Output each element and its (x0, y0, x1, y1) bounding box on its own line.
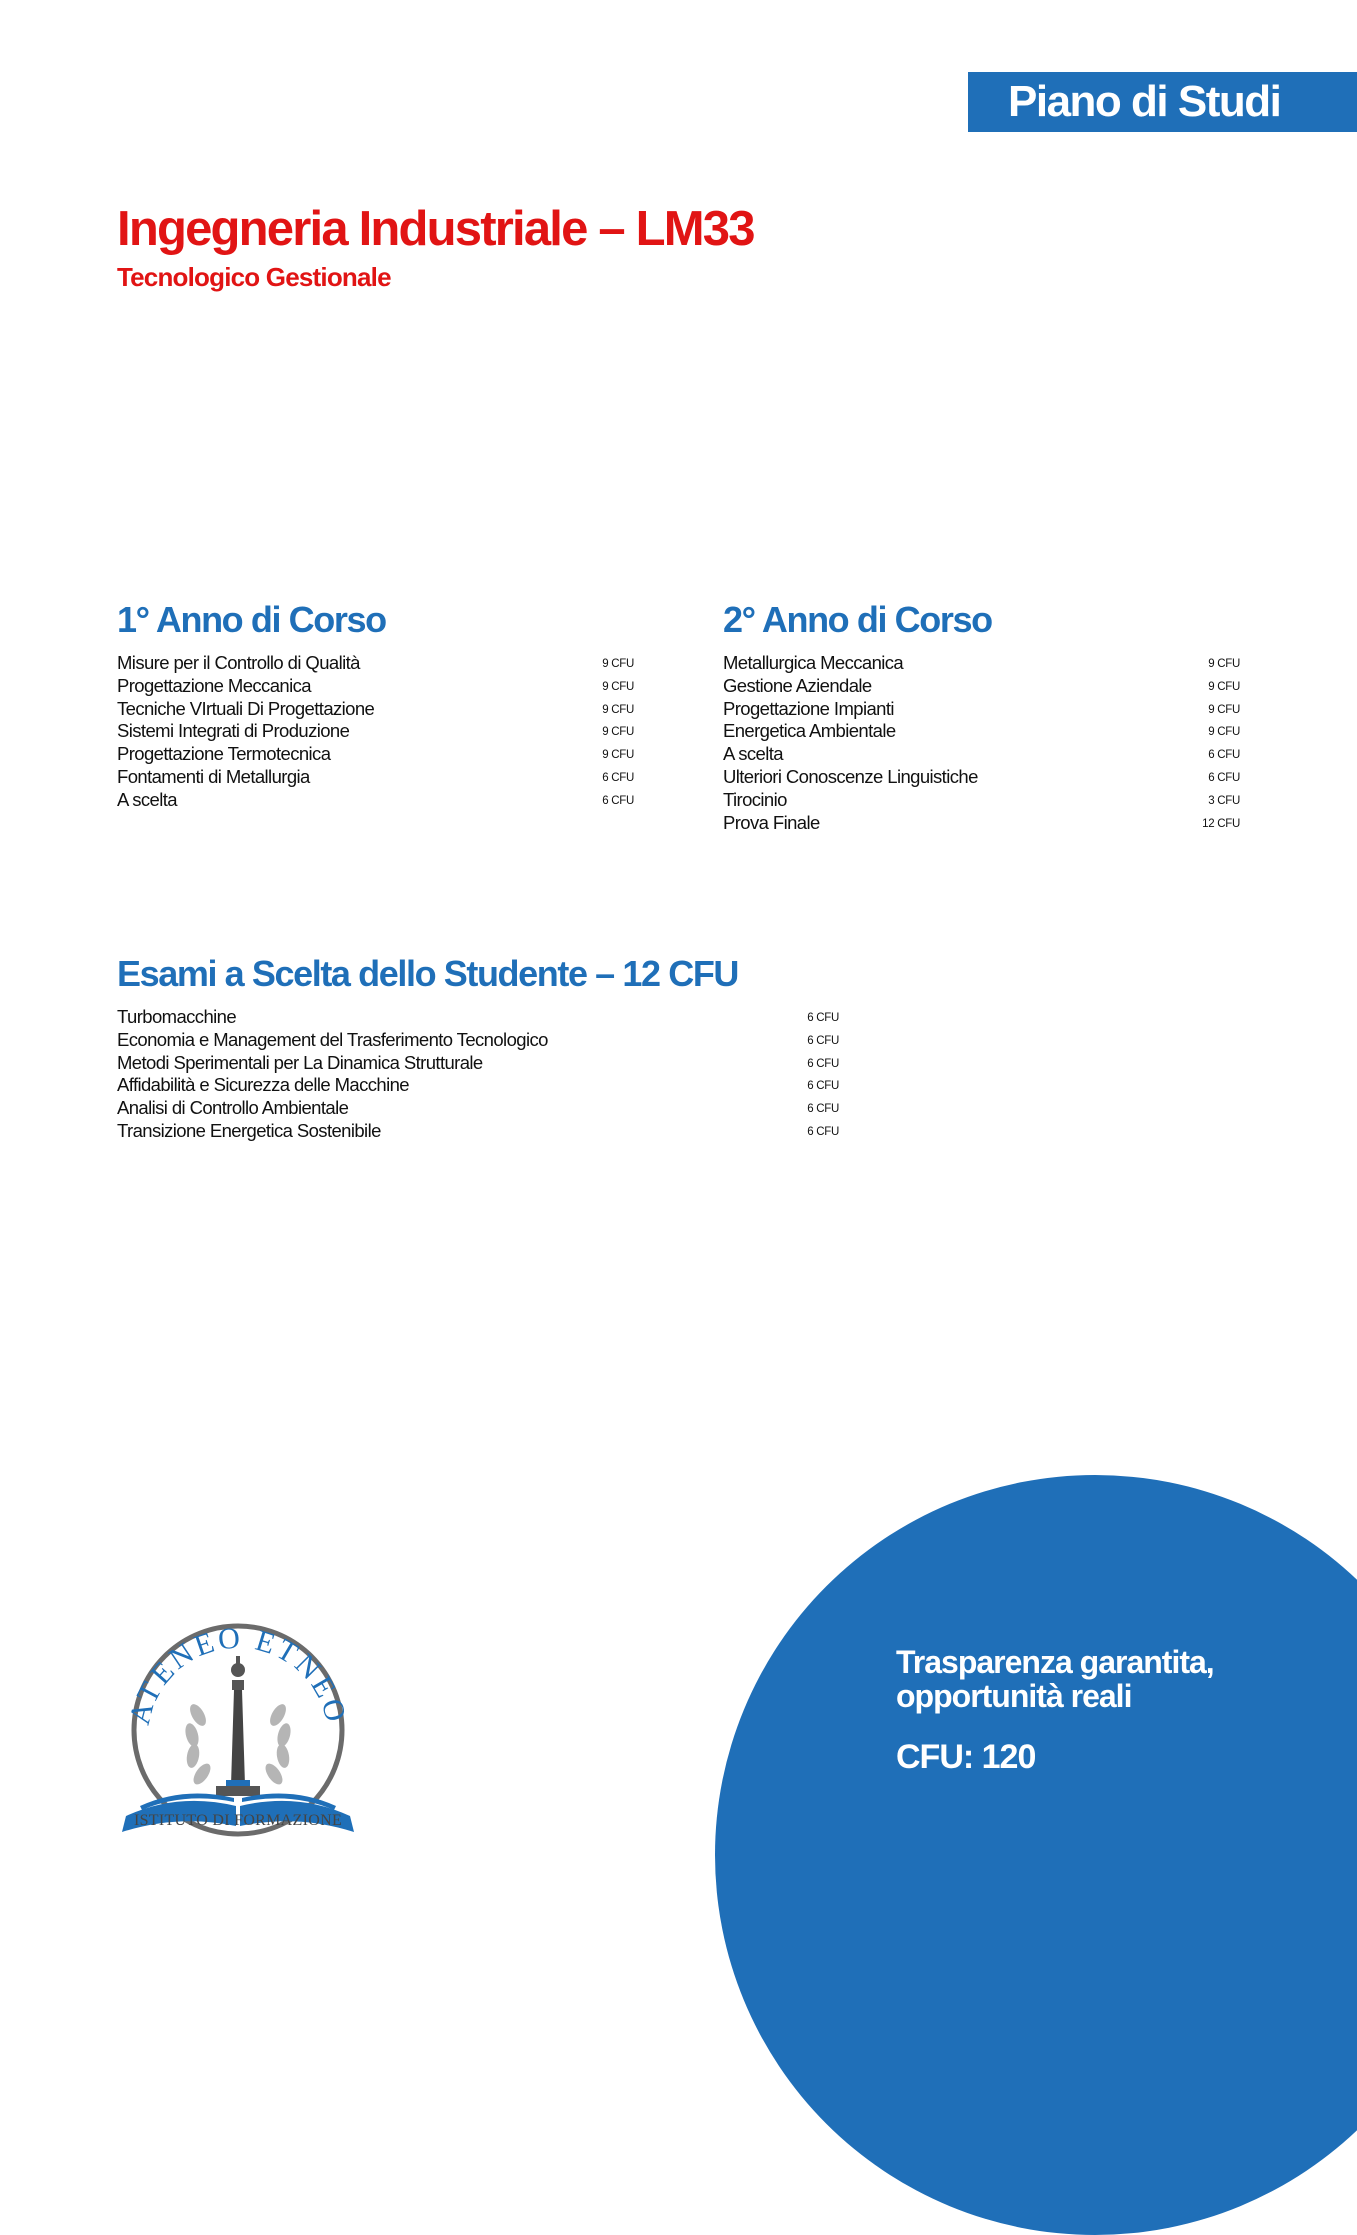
decorative-circle (715, 1475, 1357, 2235)
ateneo-etneo-logo (118, 1620, 358, 1840)
exam-name: Transizione Energetica Sostenibile (117, 1119, 381, 1141)
exam-row (117, 1120, 839, 1143)
exam-name: Metallurgica Meccanica (723, 652, 904, 673)
exam-name: Progettazione Impianti (723, 697, 894, 719)
exam-name: A scelta (117, 788, 177, 810)
exam-row (117, 766, 634, 789)
monument-icon (216, 1656, 260, 1796)
exam-row (723, 675, 1240, 698)
exam-cfu: 9 CFU (1208, 658, 1240, 670)
exam-cfu: 6 CFU (807, 1034, 839, 1047)
exam-name: Economia e Management del Trasferimento Tecnologico (117, 1028, 548, 1050)
electives-exam-list (117, 1006, 839, 1143)
exam-name: Energetica Ambientale (723, 720, 896, 742)
exam-name: Affidabilità e Sicurezza delle Macchine (117, 1074, 409, 1096)
exam-row (723, 698, 1240, 721)
exam-name: Tirocinio (723, 788, 787, 810)
exam-cfu: 6 CFU (602, 794, 634, 807)
exam-row (117, 1006, 839, 1029)
exam-name: Analisi di Controllo Ambientale (117, 1097, 349, 1119)
exam-name: Tecniche VIrtuali Di Progettazione (117, 697, 375, 719)
exam-name: Misure per il Controllo di Qualità (117, 652, 360, 673)
exam-row (723, 766, 1240, 789)
exam-cfu: 6 CFU (602, 771, 634, 784)
exam-name: Ulteriori Conoscenze Linguistiche (723, 765, 978, 787)
exam-cfu: 9 CFU (1208, 703, 1240, 716)
exam-row (117, 743, 634, 766)
exam-cfu: 9 CFU (1208, 680, 1240, 693)
exam-cfu: 6 CFU (807, 1103, 839, 1116)
exam-row (117, 1074, 839, 1097)
exam-row (117, 789, 634, 812)
exam-row (723, 720, 1240, 743)
exam-row (117, 1052, 839, 1075)
course-title: Ingegneria Industriale – LM33 (117, 202, 754, 256)
exam-cfu: 6 CFU (1208, 771, 1240, 784)
exam-row (117, 1097, 839, 1120)
exam-row (117, 698, 634, 721)
exam-name: A scelta (723, 743, 783, 765)
total-cfu: CFU: 120 (896, 1738, 1036, 1776)
exam-cfu: 9 CFU (602, 703, 634, 716)
exam-row (117, 1029, 839, 1052)
logo-caption: ISTITUTO DI FORMAZIONE (133, 1812, 343, 1829)
year2-title: 2° Anno di Corso (723, 599, 992, 640)
exam-row (117, 652, 634, 675)
exam-cfu: 3 CFU (1208, 794, 1240, 807)
exam-cfu: 6 CFU (807, 1080, 839, 1093)
exam-cfu: 9 CFU (602, 680, 634, 693)
exam-cfu: 12 CFU (1202, 817, 1240, 830)
exam-cfu: 6 CFU (807, 1012, 839, 1024)
exam-cfu: 9 CFU (1208, 726, 1240, 739)
exam-name: Sistemi Integrati di Produzione (117, 720, 350, 742)
exam-row (723, 789, 1240, 812)
exam-name: Metodi Sperimentali per La Dinamica Strutturale (117, 1051, 483, 1073)
slogan: Trasparenza garantita, opportunità reali (896, 1644, 1214, 1714)
logo-ring-text: ATENEO ETNEO (122, 1621, 354, 1728)
exam-row (723, 743, 1240, 766)
year1-exam-list (117, 652, 634, 812)
electives-title: Esami a Scelta dello Studente – 12 CFU (117, 953, 739, 994)
exam-row (117, 720, 634, 743)
year1-title: 1° Anno di Corso (117, 599, 386, 640)
page-tag: Piano di Studi (968, 72, 1357, 132)
exam-cfu: 6 CFU (1208, 749, 1240, 762)
exam-cfu: 9 CFU (602, 726, 634, 739)
exam-name: Turbomacchine (117, 1006, 237, 1027)
exam-name: Fontamenti di Metallurgia (117, 765, 310, 787)
exam-row (117, 675, 634, 698)
exam-name: Prova Finale (723, 811, 820, 833)
exam-name: Progettazione Meccanica (117, 674, 311, 696)
exam-name: Gestione Aziendale (723, 674, 872, 696)
exam-cfu: 9 CFU (602, 658, 634, 670)
year2-exam-list (723, 652, 1240, 834)
course-subtitle: Tecnologico Gestionale (117, 262, 391, 292)
exam-cfu: 6 CFU (807, 1057, 839, 1070)
exam-row (723, 812, 1240, 835)
exam-cfu: 6 CFU (807, 1125, 839, 1138)
exam-cfu: 9 CFU (602, 749, 634, 762)
exam-row (723, 652, 1240, 675)
exam-name: Progettazione Termotecnica (117, 743, 331, 765)
